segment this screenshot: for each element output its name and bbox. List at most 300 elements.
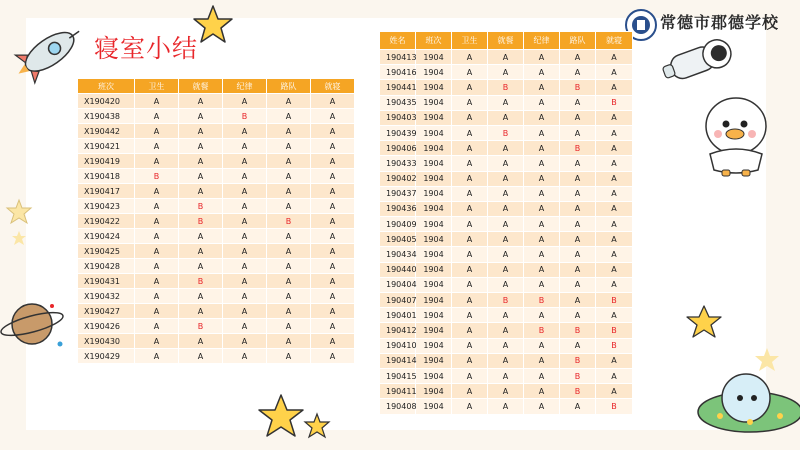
table-row [380,186,633,201]
table-row [380,110,633,125]
table-cell: A [452,95,488,110]
table-cell: A [135,154,179,169]
column-header: 路队 [267,79,311,94]
table-cell: A [524,384,560,399]
left-score-table [77,78,355,364]
table-cell: A [560,308,596,323]
table-cell: A [223,274,267,289]
table-cell: X190426 [78,319,135,334]
table-cell: A [267,244,311,259]
table-cell: A [596,50,633,65]
table-cell: A [488,201,524,216]
table-cell: 1904 [416,186,452,201]
table-cell: B [179,319,223,334]
table-row [380,384,633,399]
table-cell: A [223,154,267,169]
table-cell: X190427 [78,304,135,319]
table-cell: A [524,201,560,216]
column-header: 就餐 [488,32,524,50]
table-cell: A [524,308,560,323]
table-cell: A [135,334,179,349]
table-row [78,244,355,259]
table-cell: A [488,262,524,277]
table-cell: A [452,384,488,399]
table-cell: A [560,125,596,140]
table-cell: A [560,95,596,110]
table-cell: A [488,232,524,247]
table-row [380,50,633,65]
table-cell: A [179,349,223,364]
table-cell: A [596,277,633,292]
table-cell: A [560,171,596,186]
table-cell: A [179,259,223,274]
table-cell: 1904 [416,323,452,338]
table-cell: A [135,214,179,229]
table-cell: 1904 [416,171,452,186]
table-row [380,201,633,216]
column-header: 就餐 [179,79,223,94]
table-cell: X190425 [78,244,135,259]
column-header: 纪律 [524,32,560,50]
table-cell: X190424 [78,229,135,244]
table-cell: A [179,229,223,244]
table-cell: A [452,50,488,65]
table-cell: A [223,289,267,304]
table-cell: A [524,65,560,80]
table-row [78,94,355,109]
table-cell: A [452,110,488,125]
table-cell: A [524,399,560,414]
table-row [380,65,633,80]
table-cell: 1904 [416,232,452,247]
table-cell: A [488,338,524,353]
table-cell: A [311,184,355,199]
table-cell: X190442 [78,124,135,139]
table-cell: A [223,244,267,259]
table-cell: 1904 [416,95,452,110]
table-cell: B [596,293,633,308]
table-row [78,124,355,139]
table-cell: A [267,109,311,124]
table-row [380,95,633,110]
table-cell: A [223,199,267,214]
table-cell: A [560,50,596,65]
table-row [78,199,355,214]
column-header: 班次 [416,32,452,50]
column-header: 就寝 [596,32,633,50]
table-cell: A [267,349,311,364]
table-cell: A [135,349,179,364]
table-cell: B [179,274,223,289]
table-row [380,217,633,232]
table-cell: 190411 [380,384,416,399]
table-cell: A [452,65,488,80]
table-cell: A [267,154,311,169]
table-cell: A [179,244,223,259]
table-cell: A [596,141,633,156]
table-cell: 1904 [416,110,452,125]
table-cell: A [524,80,560,95]
table-cell: X190428 [78,259,135,274]
table-row [78,184,355,199]
table-cell: A [452,125,488,140]
table-cell: A [223,319,267,334]
table-cell: 190415 [380,368,416,383]
table-row [380,368,633,383]
table-row [380,338,633,353]
table-row [78,109,355,124]
table-row [380,171,633,186]
table-cell: A [267,184,311,199]
table-row [380,277,633,292]
table-cell: A [596,186,633,201]
table-cell: X190422 [78,214,135,229]
table-cell: A [179,334,223,349]
table-cell: A [223,214,267,229]
table-cell: 190412 [380,323,416,338]
table-cell: B [596,323,633,338]
table-cell: 190439 [380,125,416,140]
table-cell: X190420 [78,94,135,109]
table-row [78,274,355,289]
table-cell: A [488,50,524,65]
table-cell: 190401 [380,308,416,323]
table-cell: A [452,308,488,323]
table-cell: 190404 [380,277,416,292]
table-cell: B [560,323,596,338]
table-cell: B [223,109,267,124]
table-cell: A [311,169,355,184]
table-row [78,334,355,349]
table-cell: A [524,247,560,262]
duck-mascot-icon [696,88,774,180]
table-cell: 190403 [380,110,416,125]
table-cell: A [596,201,633,216]
table-cell: A [135,244,179,259]
table-row [380,399,633,414]
table-cell: A [488,353,524,368]
table-cell: A [311,289,355,304]
table-cell: A [223,259,267,274]
table-cell: 1904 [416,201,452,216]
table-cell: X190438 [78,109,135,124]
table-cell: A [179,184,223,199]
table-cell: A [267,289,311,304]
table-row [380,262,633,277]
table-cell: A [311,124,355,139]
table-cell: A [524,125,560,140]
table-cell: A [488,384,524,399]
table-cell: A [135,139,179,154]
table-row [380,80,633,95]
table-cell: 190409 [380,217,416,232]
table-cell: A [488,247,524,262]
table-cell: 1904 [416,384,452,399]
table-cell: A [311,319,355,334]
table-cell: 190410 [380,338,416,353]
table-cell: A [179,109,223,124]
star-icon [302,412,332,440]
table-cell: A [524,262,560,277]
table-cell: A [596,308,633,323]
column-header: 班次 [78,79,135,94]
table-cell: 1904 [416,262,452,277]
table-cell: A [596,110,633,125]
table-cell: A [223,184,267,199]
table-cell: A [267,304,311,319]
table-cell: 1904 [416,141,452,156]
table-cell: A [267,319,311,334]
table-cell: A [560,217,596,232]
table-cell: A [596,171,633,186]
table-cell: A [311,334,355,349]
table-cell: A [452,262,488,277]
table-cell: A [596,247,633,262]
star-icon [684,304,724,340]
table-cell: X190431 [78,274,135,289]
table-cell: A [488,65,524,80]
table-cell: A [524,277,560,292]
table-row [78,259,355,274]
table-cell: A [452,353,488,368]
table-cell: A [267,274,311,289]
table-cell: 1904 [416,399,452,414]
table-cell: A [488,217,524,232]
table-cell: A [452,186,488,201]
star-icon [255,392,307,440]
table-cell: B [135,169,179,184]
table-cell: A [179,304,223,319]
table-cell: A [223,124,267,139]
table-cell: 190408 [380,399,416,414]
table-cell: A [267,229,311,244]
table-cell: B [560,141,596,156]
table-cell: B [488,125,524,140]
table-cell: A [311,109,355,124]
table-cell: A [560,110,596,125]
table-cell: A [311,94,355,109]
table-cell: A [452,156,488,171]
star-icon [4,198,34,226]
table-cell: A [223,334,267,349]
table-row [380,232,633,247]
table-cell: A [560,293,596,308]
rocket-icon [8,18,88,88]
table-cell: 190436 [380,201,416,216]
table-cell: A [524,156,560,171]
table-cell: A [452,323,488,338]
table-cell: A [560,338,596,353]
table-row [78,349,355,364]
table-cell: 190440 [380,262,416,277]
table-cell: B [560,80,596,95]
table-cell: A [179,169,223,184]
table-cell: A [452,338,488,353]
table-row [78,304,355,319]
table-cell: A [267,94,311,109]
table-cell: 190407 [380,293,416,308]
table-cell: A [267,169,311,184]
table-cell: A [524,50,560,65]
table-cell: A [596,65,633,80]
table-cell: B [524,293,560,308]
table-cell: 190435 [380,95,416,110]
table-cell: A [524,141,560,156]
table-cell: A [596,80,633,95]
table-cell: A [267,199,311,214]
table-cell: A [524,217,560,232]
table-cell: B [267,214,311,229]
table-cell: A [452,232,488,247]
table-cell: 190441 [380,80,416,95]
table-cell: A [223,94,267,109]
table-cell: A [560,277,596,292]
table-cell: A [135,259,179,274]
table-cell: X190430 [78,334,135,349]
table-cell: A [488,95,524,110]
table-cell: 190416 [380,65,416,80]
table-cell: A [135,184,179,199]
table-cell: A [560,232,596,247]
table-row [78,169,355,184]
table-cell: A [524,95,560,110]
table-cell: A [596,353,633,368]
table-cell: A [311,259,355,274]
table-cell: A [311,349,355,364]
table-cell: A [488,156,524,171]
table-cell: X190417 [78,184,135,199]
table-cell: A [596,156,633,171]
table-cell: A [267,334,311,349]
table-row [380,308,633,323]
table-cell: A [135,94,179,109]
table-cell: A [524,338,560,353]
table-row [78,229,355,244]
table-cell: A [596,125,633,140]
table-cell: A [267,124,311,139]
school-name: 常德市郡德学校 [660,13,780,32]
table-cell: A [452,217,488,232]
table-cell: A [560,186,596,201]
table-cell: 190406 [380,141,416,156]
table-cell: 190405 [380,232,416,247]
table-row [78,154,355,169]
table-cell: A [223,349,267,364]
table-cell: B [560,368,596,383]
table-cell: 190414 [380,353,416,368]
table-row [380,293,633,308]
table-cell: A [524,232,560,247]
table-cell: X190423 [78,199,135,214]
table-cell: A [560,156,596,171]
school-logo [622,6,800,46]
table-cell: A [452,247,488,262]
table-row [380,156,633,171]
table-cell: B [179,214,223,229]
table-cell: A [179,289,223,304]
column-header: 卫生 [452,32,488,50]
right-score-table [379,31,633,415]
table-cell: A [524,368,560,383]
table-cell: A [488,277,524,292]
table-cell: B [524,323,560,338]
table-cell: A [596,384,633,399]
table-cell: 1904 [416,338,452,353]
table-cell: A [488,323,524,338]
table-row [78,289,355,304]
table-cell: A [488,110,524,125]
table-cell: 190402 [380,171,416,186]
table-cell: A [488,399,524,414]
table-cell: A [488,141,524,156]
table-cell: A [452,80,488,95]
table-cell: A [524,110,560,125]
planet-icon [0,294,70,354]
table-cell: A [596,232,633,247]
table-cell: A [560,262,596,277]
table-cell: 1904 [416,308,452,323]
table-cell: A [560,399,596,414]
table-cell: A [311,139,355,154]
table-cell: A [560,247,596,262]
page-title: 寝室小结 [94,34,199,63]
table-cell: A [135,304,179,319]
table-cell: A [223,229,267,244]
table-cell: A [179,154,223,169]
table-cell: A [179,94,223,109]
table-cell: B [596,338,633,353]
table-cell: A [267,259,311,274]
table-cell: A [488,186,524,201]
table-cell: A [452,368,488,383]
table-cell: A [135,229,179,244]
table-cell: B [596,399,633,414]
table-cell: 1904 [416,217,452,232]
table-cell: X190419 [78,154,135,169]
table-cell: A [596,368,633,383]
table-cell: B [488,80,524,95]
table-cell: B [179,199,223,214]
table-row [78,214,355,229]
table-cell: A [560,201,596,216]
table-cell: B [488,293,524,308]
ufo-icon [680,360,800,450]
table-cell: 1904 [416,368,452,383]
table-cell: A [524,171,560,186]
table-cell: 1904 [416,277,452,292]
table-cell: 190437 [380,186,416,201]
table-cell: A [311,274,355,289]
table-cell: X190429 [78,349,135,364]
table-row [380,323,633,338]
table-cell: A [452,293,488,308]
table-cell: A [524,186,560,201]
table-cell: B [560,353,596,368]
table-cell: X190421 [78,139,135,154]
table-cell: A [223,139,267,154]
table-cell: B [596,95,633,110]
table-cell: 1904 [416,247,452,262]
table-cell: A [452,277,488,292]
table-cell: A [488,171,524,186]
table-cell: A [452,399,488,414]
table-cell: 1904 [416,65,452,80]
table-row [78,319,355,334]
table-cell: A [452,201,488,216]
table-cell: 1904 [416,353,452,368]
table-cell: B [560,384,596,399]
table-cell: 190433 [380,156,416,171]
